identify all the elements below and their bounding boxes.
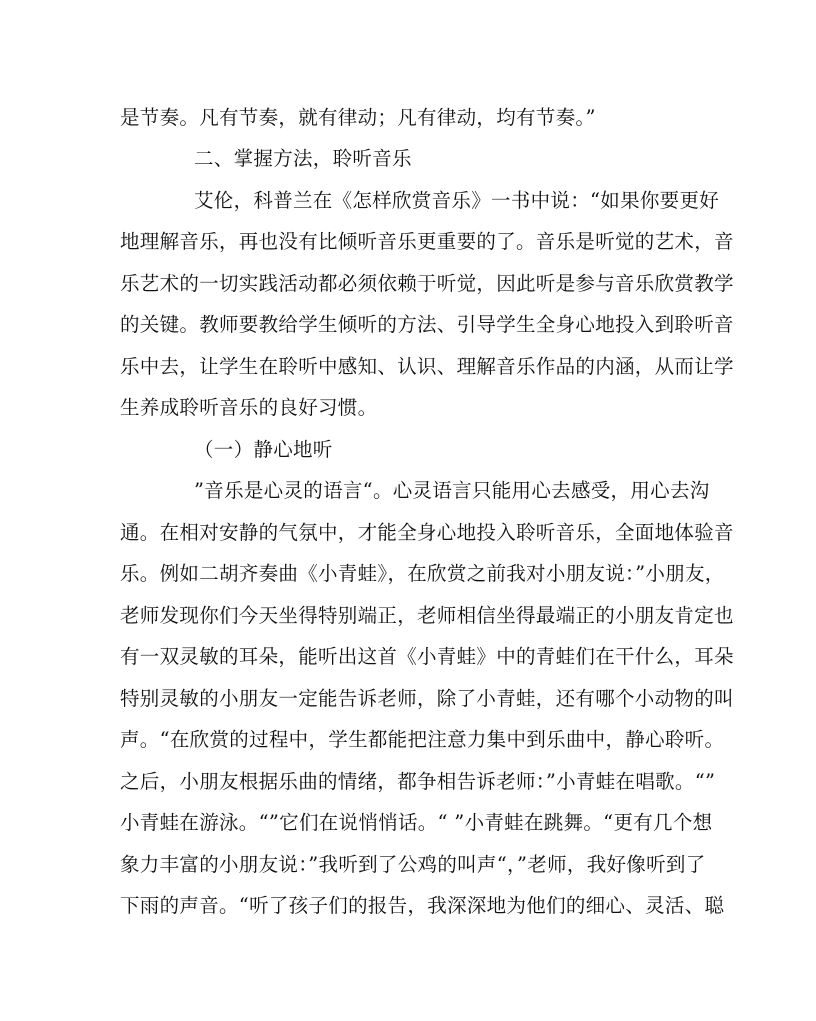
text-line: 乐艺术的一切实践活动都必须依赖于听觉，因此听是参与音乐欣赏教学 — [120, 272, 734, 295]
text-line: 象力丰富的小朋友说：”我听到了公鸡的叫声“，”老师，我好像听到了 — [120, 853, 706, 876]
subsection-heading: （一）静心地听 — [194, 438, 333, 461]
text-line: 乐中去，让学生在聆听中感知、认识、理解音乐作品的内涵，从而让学 — [120, 355, 734, 378]
text-line: 下雨的声音。“听了孩子们的报告，我深深地为他们的细心、灵活、聪 — [120, 894, 725, 917]
text-line: 通。在相对安静的气氛中，才能全身心地投入聆听音乐，全面地体验音 — [120, 521, 734, 544]
text-line: 地理解音乐，再也没有比倾听音乐更重要的了。音乐是听觉的艺术，音 — [120, 230, 734, 253]
text-line: 声。“在欣赏的过程中，学生都能把注意力集中到乐曲中，静心聆听。 — [120, 728, 725, 751]
text-line: 生养成聆听音乐的良好习惯。 — [120, 396, 378, 419]
text-line: 是节奏。凡有节奏，就有律动；凡有律动，均有节奏。” — [120, 106, 596, 129]
text-line: 老师发现你们今天坐得特别端正，老师相信坐得最端正的小朋友肯定也 — [120, 604, 734, 627]
text-line: 之后，小朋友根据乐曲的情绪，都争相告诉老师：”小青蛙在唱歌。“” — [120, 770, 716, 793]
text-line: 特别灵敏的小朋友一定能告诉老师，除了小青蛙，还有哪个小动物的叫 — [120, 687, 734, 710]
text-line: 乐。例如二胡齐奏曲《小青蛙》，在欣赏之前我对小朋友说：”小朋友， — [120, 562, 725, 585]
text-line: 的关键。教师要教给学生倾听的方法、引导学生全身心地投入到聆听音 — [120, 313, 734, 336]
text-line: 小青蛙在游泳。“”它们在说悄悄话。“ ”小青蛙在跳舞。“更有几个想 — [120, 811, 713, 834]
text-line: ”音乐是心灵的语言“。心灵语言只能用心去感受，用心去沟 — [194, 479, 710, 502]
text-line: 有一双灵敏的耳朵，能听出这首《小青蛙》中的青蛙们在干什么，耳朵 — [120, 645, 734, 668]
section-heading: 二、掌握方法，聆听音乐 — [194, 147, 412, 170]
text-line: 艾伦，科普兰在《怎样欣赏音乐》一书中说：“如果你要更好 — [194, 189, 720, 212]
